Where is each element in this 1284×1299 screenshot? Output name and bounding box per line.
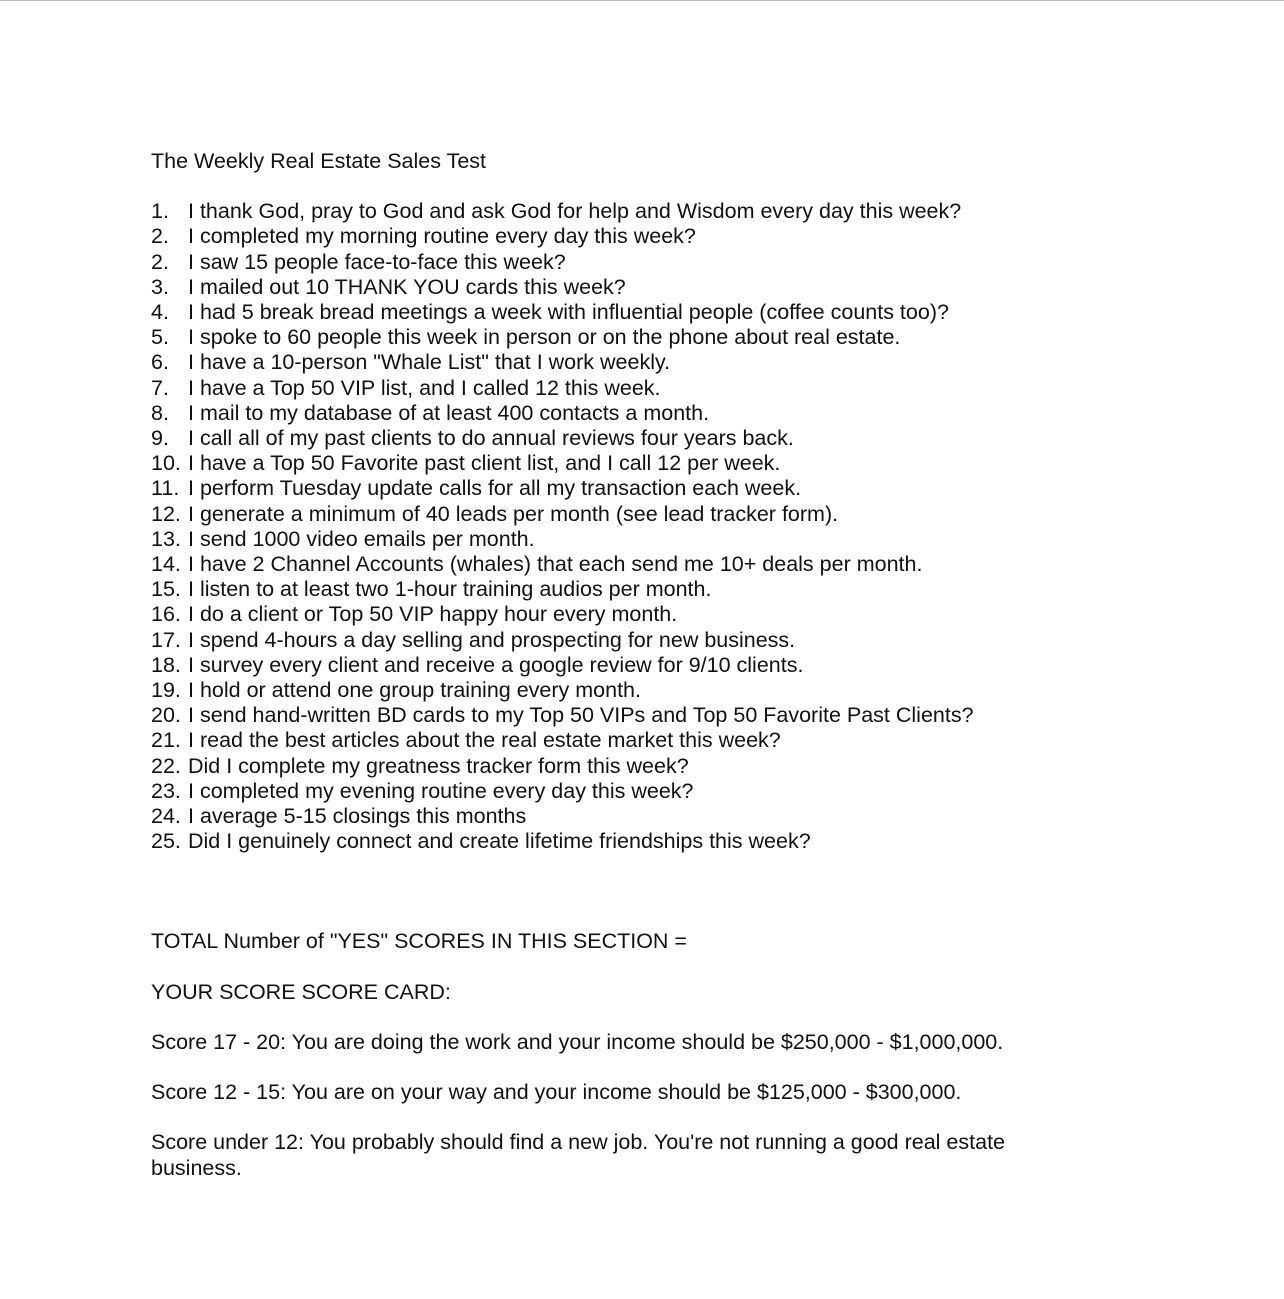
checklist-item xyxy=(151,325,1151,350)
item-text: I have a Top 50 VIP list, and I called 12 this week. xyxy=(188,375,661,400)
score-range-high: Score 17 - 20: You are doing the work and your income should be $250,000 - $1,000,000. xyxy=(151,1029,1004,1054)
item-number: 17. xyxy=(151,627,181,652)
item-number: 24. xyxy=(151,804,181,829)
item-number: 11. xyxy=(151,476,180,501)
item-text: I have 2 Channel Accounts (whales) that each send me 10+ deals per month. xyxy=(188,552,923,577)
item-text: I generate a minimum of 40 leads per month (see lead tracker form). xyxy=(188,501,839,526)
item-text: I send hand-written BD cards to my Top 50 VIPs and Top 50 Favorite Past Clients? xyxy=(188,703,974,728)
item-text: I mail to my database of at least 400 contacts a month. xyxy=(188,400,710,425)
item-number: 5. xyxy=(151,325,169,350)
scorecard-heading: YOUR SCORE SCORE CARD: xyxy=(151,979,451,1004)
item-number: 15. xyxy=(151,577,181,602)
checklist-item xyxy=(151,376,1151,401)
item-number: 7. xyxy=(151,375,169,400)
checklist-item xyxy=(151,300,1151,325)
item-number: 9. xyxy=(151,426,169,451)
score-range-low: Score under 12: You probably should find a new job. You're not running a good real estate business. xyxy=(151,1130,1005,1180)
item-number: 13. xyxy=(151,526,181,551)
item-text: I average 5-15 closings this months xyxy=(188,804,527,829)
item-text: I mailed out 10 THANK YOU cards this week? xyxy=(188,274,626,299)
checklist-item xyxy=(151,678,1151,703)
item-text: I completed my evening routine every day this week? xyxy=(188,778,694,803)
item-text: I have a Top 50 Favorite past client list, and I call 12 per week. xyxy=(188,451,781,476)
top-border xyxy=(0,0,1284,1)
checklist-item xyxy=(151,451,1151,476)
item-number: 3. xyxy=(151,274,169,299)
checklist-item xyxy=(151,250,1151,275)
checklist-item xyxy=(151,224,1151,249)
item-number: 14. xyxy=(151,552,181,577)
item-text: I have a 10-person "Whale List" that I work weekly. xyxy=(188,350,671,375)
item-number: 23. xyxy=(151,778,181,803)
checklist-item xyxy=(151,552,1151,577)
item-number: 12. xyxy=(151,501,181,526)
checklist-item xyxy=(151,426,1151,451)
score-range-mid: Score 12 - 15: You are on your way and your income should be $125,000 - $300,000. xyxy=(151,1080,962,1105)
checklist-item xyxy=(151,754,1151,779)
checklist-item xyxy=(151,199,1151,224)
item-text: I do a client or Top 50 VIP happy hour every month. xyxy=(188,602,678,627)
item-text: I saw 15 people face-to-face this week? xyxy=(188,249,566,274)
item-text: I listen to at least two 1-hour training audios per month. xyxy=(188,577,712,602)
item-number: 2. xyxy=(151,249,169,274)
checklist-item xyxy=(151,779,1151,804)
item-text: I thank God, pray to God and ask God for help and Wisdom every day this week? xyxy=(188,199,962,224)
item-number: 22. xyxy=(151,753,181,778)
item-number: 16. xyxy=(151,602,181,627)
checklist-item xyxy=(151,703,1151,728)
checklist-item xyxy=(151,628,1151,653)
checklist-item xyxy=(151,502,1151,527)
item-text: I had 5 break bread meetings a week with influential people (coffee counts too)? xyxy=(188,300,949,325)
checklist-item xyxy=(151,728,1151,753)
checklist-item xyxy=(151,653,1151,678)
checklist-item xyxy=(151,476,1151,501)
checklist-item xyxy=(151,804,1151,829)
item-text: I completed my morning routine every day this week? xyxy=(188,224,696,249)
item-number: 1. xyxy=(151,199,169,224)
item-text: Did I complete my greatness tracker form this week? xyxy=(188,753,689,778)
checklist-item xyxy=(151,577,1151,602)
item-text: I spoke to 60 people this week in person or on the phone about real estate. xyxy=(188,325,901,350)
item-number: 20. xyxy=(151,703,181,728)
item-number: 4. xyxy=(151,300,169,325)
item-text: I call all of my past clients to do annual reviews four years back. xyxy=(188,426,794,451)
item-number: 19. xyxy=(151,678,181,703)
item-text: I survey every client and receive a google review for 9/10 clients. xyxy=(188,652,804,677)
item-number: 2. xyxy=(151,224,169,249)
checklist-item xyxy=(151,275,1151,300)
item-text: I hold or attend one group training every month. xyxy=(188,678,641,703)
checklist-item xyxy=(151,401,1151,426)
item-number: 6. xyxy=(151,350,169,375)
item-number: 8. xyxy=(151,400,169,425)
checklist-item xyxy=(151,829,1151,854)
checklist-item xyxy=(151,350,1151,375)
document-title: The Weekly Real Estate Sales Test xyxy=(151,149,487,173)
item-number: 21. xyxy=(151,728,181,753)
checklist-item xyxy=(151,602,1151,627)
item-text: I perform Tuesday update calls for all my transaction each week. xyxy=(188,476,802,501)
checklist-item xyxy=(151,527,1151,552)
item-text: I read the best articles about the real estate market this week? xyxy=(188,728,781,753)
item-text: I send 1000 video emails per month. xyxy=(188,526,535,551)
item-number: 25. xyxy=(151,829,181,854)
checklist xyxy=(151,199,1151,854)
item-number: 18. xyxy=(151,652,181,677)
item-text: I spend 4-hours a day selling and prospecting for new business. xyxy=(188,627,796,652)
total-score-line: TOTAL Number of "YES" SCORES IN THIS SECTION = xyxy=(151,929,687,954)
item-text: Did I genuinely connect and create lifetime friendships this week? xyxy=(188,829,811,854)
item-number: 10. xyxy=(151,451,181,476)
document-body xyxy=(151,149,1151,1181)
